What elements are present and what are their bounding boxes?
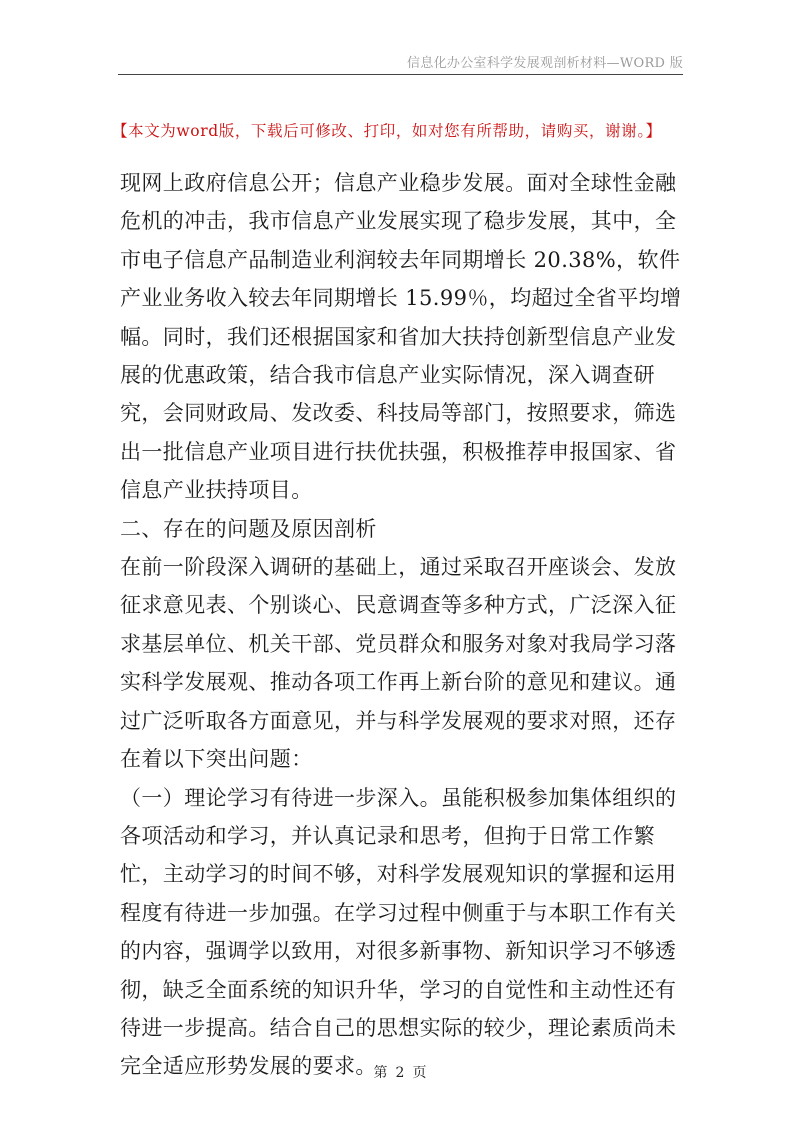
- document-body: [120, 164, 685, 1086]
- section-heading-problems: 二、存在的问题及原因剖析: [120, 516, 377, 541]
- download-notice: 【本文为word版，下载后可修改、打印，如对您有所帮助，请购买，谢谢。】: [112, 122, 662, 140]
- page-number-suffix: 页: [412, 1065, 427, 1081]
- header-divider: [118, 74, 683, 75]
- page-number: 2: [395, 1065, 405, 1081]
- paragraph-investigation: 在前一阶段深入调研的基础上，通过采取召开座谈会、发放征求意见表、个别谈心、民意调查等多种方式，广泛深入征求基层单位、机关干部、党员群众和服务对象对我局学习落实科学发展观、推动各项工作再上新台阶的意见和建议。通过广泛听取各方面意见，并与科学发展观的要求对照，还存在着以下突出问题：: [120, 555, 677, 772]
- paragraph-theory-study: （一）理论学习有待进一步深入。虽能积极参加集体组织的各项活动和学习，并认真记录和思考，但拘于日常工作繁忙，主动学习的时间不够，对科学发展观知识的掌握和运用程度有待进一步加强。在学习过程中侧重于与本职工作有关的内容，强调学以致用，对很多新事物、新知识学习不够透彻，缺乏全面系统的知识升华，学习的自觉性和主动性还有待进一步提高。结合自己的思想实际的较少，理论素质尚未完全适应形势发展的要求。: [120, 785, 677, 1079]
- page-header-title: 信息化办公室科学发展观剖析材料—WORD 版: [407, 56, 683, 71]
- page-number-prefix: 第: [373, 1065, 388, 1081]
- page-footer: [0, 1062, 800, 1082]
- paragraph-industry-development: 现网上政府信息公开；信息产业稳步发展。面对全球性金融危机的冲击，我市信息产业发展实现了稳步发展，其中，全市电子信息产品制造业利润较去年同期增长 20.38%，软件产业业务收入较去年同期增长 15.99％，均超过全省平均增幅。同时，我们还根据国家和省加大扶持创新型信息产业发展的优惠政策，结合我市信息产业实际情况，深入调查研究，会同财政局、发改委、科技局等部门，按照要求，筛选出一批信息产业项目进行扶优扶强，积极推荐申报国家、省信息产业扶持项目。: [120, 171, 682, 503]
